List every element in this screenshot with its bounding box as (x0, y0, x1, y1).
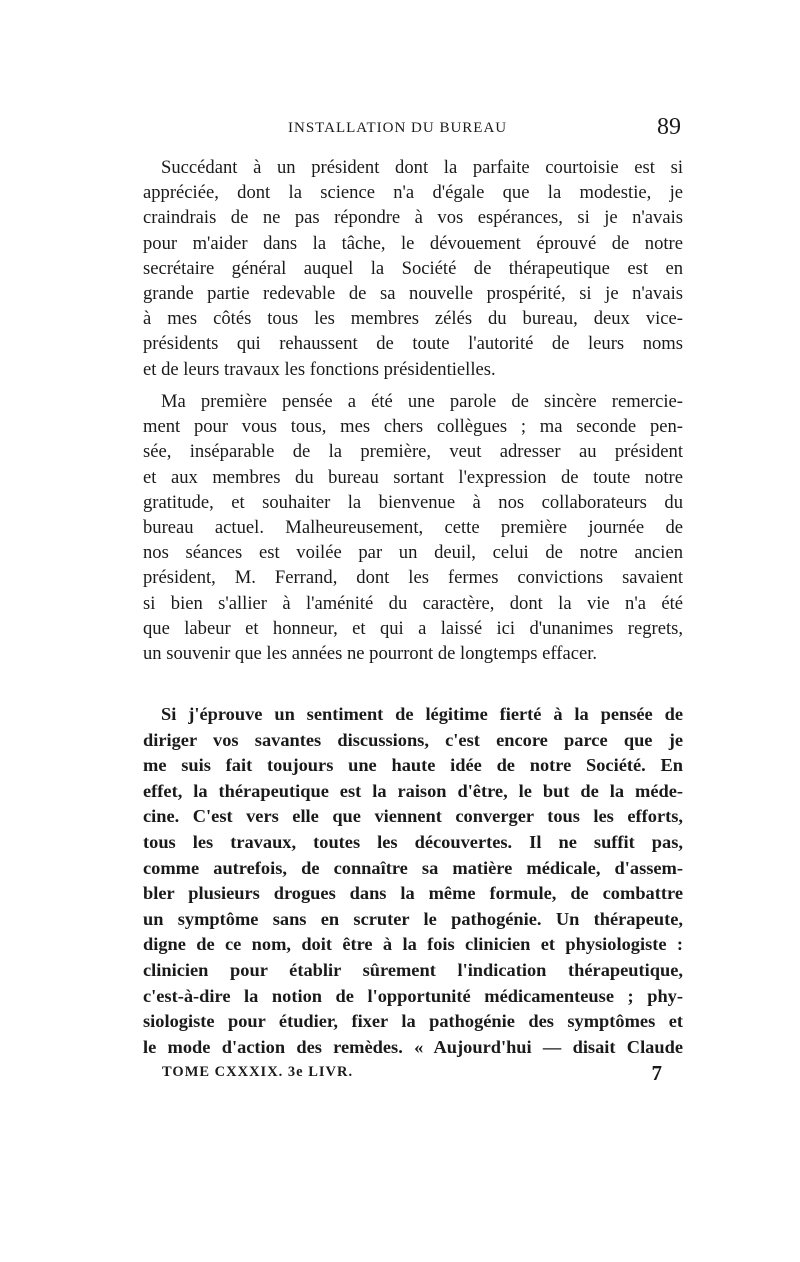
volume-signature: TOME CXXXIX. 3e LIVR. (162, 1064, 354, 1080)
text-line: et de leurs travaux les fonctions présidentielles. (143, 358, 496, 380)
text-line: présidents qui rehaussent de toute l'autorité de leurs noms (143, 333, 683, 355)
text-line: comme autrefois, de connaître sa matière médicale, d'assem- (143, 857, 683, 878)
text-line: effet, la thérapeutique est la raison d'être, le but de la méde- (143, 780, 683, 801)
paragraph-1 (143, 155, 683, 382)
text-line: pour m'aider dans la tâche, le dévouement éprouvé de notre (143, 232, 683, 254)
text-line: Ma première pensée a été une parole de sincère remercie- (161, 391, 683, 412)
text-line: Succédant à un président dont la parfaite courtoisie est si (161, 157, 683, 178)
text-line: un symptôme sans en scruter le pathogénie. Un thérapeute, (143, 908, 683, 929)
text-line: Si j'éprouve un sentiment de légitime fierté à la pensée de (161, 704, 683, 724)
paragraph-3 (143, 702, 683, 1060)
text-line: tous les travaux, toutes les découvertes. Il ne suffit pas, (143, 831, 683, 852)
text-line: gratitude, et souhaiter la bienvenue à nos collaborateurs du (143, 491, 683, 513)
page-number: 89 (657, 114, 681, 140)
text-line: craindrais de ne pas répondre à vos espérances, si je n'avais (143, 207, 683, 229)
text-line: nos séances est voilée par un deuil, celui de notre ancien (143, 542, 683, 564)
text-line: secrétaire général auquel la Société de thérapeutique est en (143, 257, 683, 279)
text-line: le mode d'action des remèdes. « Aujourd'hui — disait Claude (143, 1036, 683, 1057)
text-line: diriger vos savantes discussions, c'est encore parce que je (143, 729, 683, 750)
text-line: ment pour vous tous, mes chers collègues ; ma seconde pen- (143, 416, 683, 438)
text-line: bler plusieurs drogues dans la même formule, de combattre (143, 883, 683, 904)
text-line: et aux membres du bureau sortant l'expression de toute notre (143, 466, 683, 488)
running-head (143, 114, 683, 144)
text-line: un souvenir que les années ne pourront de longtemps effacer. (143, 642, 598, 664)
text-line: clinicien pour établir sûrement l'indication thérapeutique, (143, 959, 683, 980)
text-line: me suis fait toujours une haute idée de notre Société. En (143, 755, 683, 776)
signature-mark (162, 1061, 662, 1090)
text-line: appréciée, dont la science n'a d'égale que la modestie, je (143, 182, 683, 204)
text-line: si bien s'allier à l'aménité du caractère, dont la vie n'a été (143, 592, 683, 614)
text-line: grande partie redevable de sa nouvelle prospérité, si je n'avais (143, 282, 683, 304)
paragraph-2 (143, 389, 683, 666)
text-line: digne de ce nom, doit être à la fois clinicien et physiologiste : (143, 934, 683, 955)
running-title: INSTALLATION DU BUREAU (288, 120, 508, 136)
signature-number: 7 (651, 1061, 662, 1085)
text-line: sée, inséparable de la première, veut adresser au président (143, 441, 683, 463)
text-line: que labeur et honneur, et qui a laissé ici d'unanimes regrets, (143, 617, 683, 639)
text-line: bureau actuel. Malheureusement, cette première journée de (143, 516, 683, 538)
text-line: c'est-à-dire la notion de l'opportunité médicamenteuse ; phy- (143, 985, 683, 1006)
text-line: président, M. Ferrand, dont les fermes convictions savaient (143, 567, 683, 589)
text-line: à mes côtés tous les membres zélés du bureau, deux vice- (143, 308, 683, 330)
text-line: siologiste pour étudier, fixer la pathogénie des symptômes et (143, 1011, 683, 1032)
text-line: cine. C'est vers elle que viennent converger tous les efforts, (143, 806, 683, 827)
